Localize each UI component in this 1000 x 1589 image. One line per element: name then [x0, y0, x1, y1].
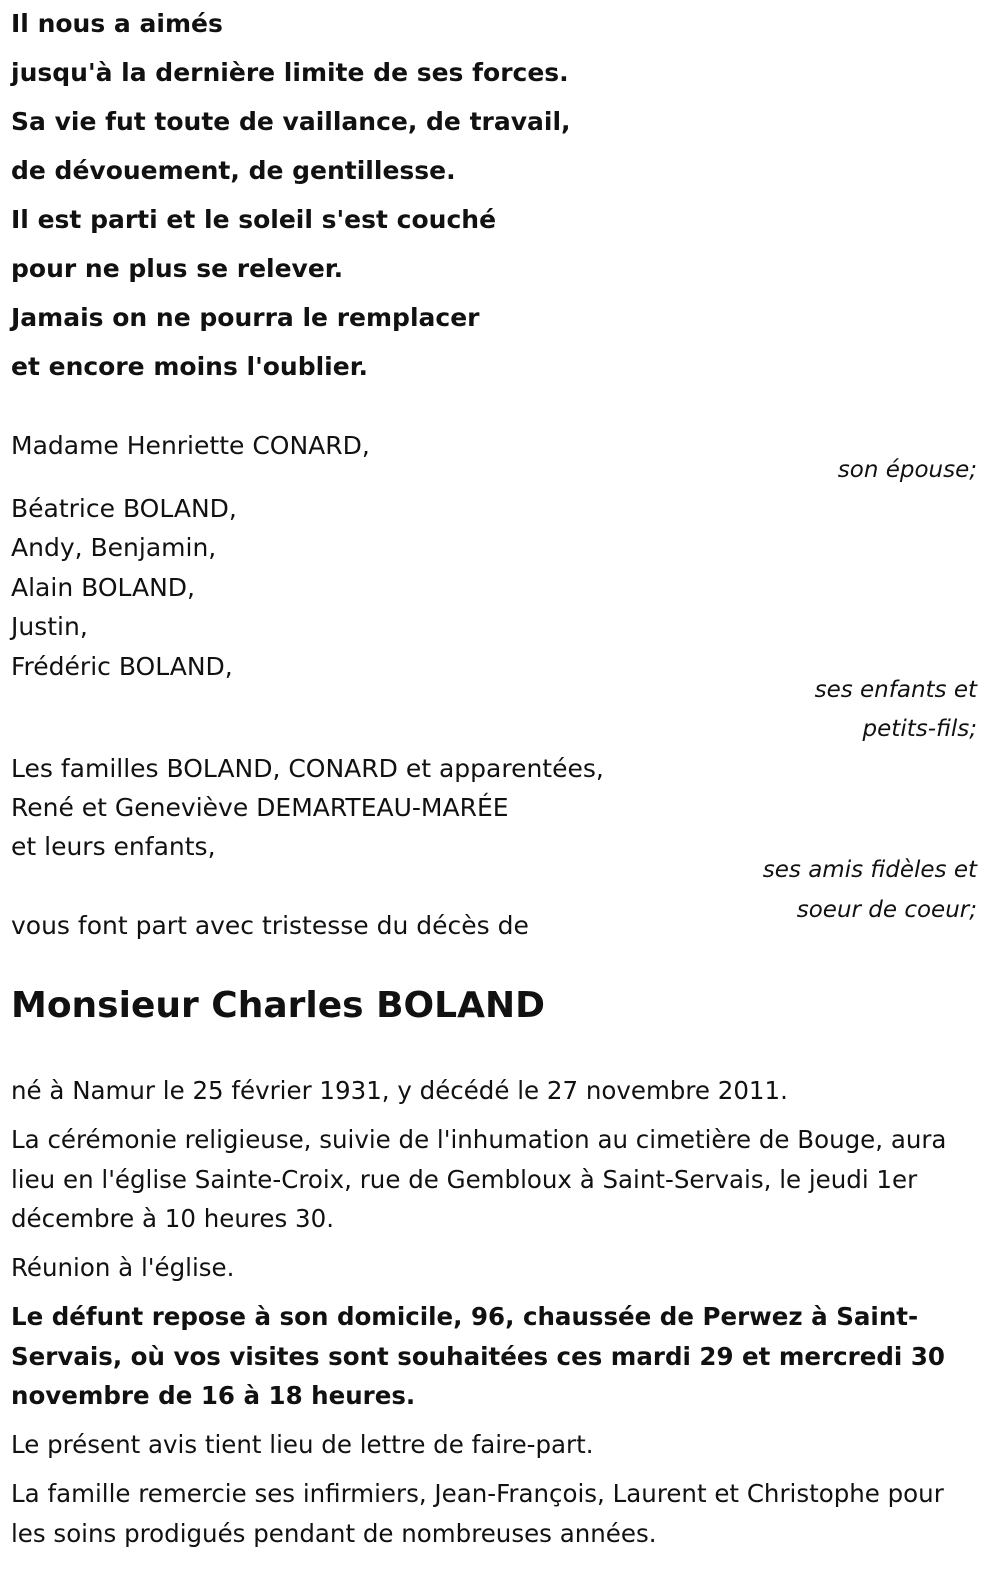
spouse-relation: son épouse;	[837, 457, 977, 483]
children-relation: petits-fils;	[862, 716, 977, 742]
birth-death-info: né à Namur le 25 février 1931, y décédé le 27 novembre 2011.	[11, 1076, 788, 1105]
children-relation: ses enfants et	[814, 677, 977, 703]
visitation-info: Le défunt repose à son domicile, 96, chaussée de Perwez à Saint-Servais, où vos visites sont souhaitées ces mardi 29 et mercredi 30 novembre de 16 à 18 heures.	[11, 1302, 945, 1410]
friend-name: Les familles BOLAND, CONARD et apparentées,	[11, 754, 604, 783]
thanks-info: La famille remercie ses infirmiers, Jean-François, Laurent et Christophe pour les soins prodigués pendant de nombreuses années.	[11, 1479, 944, 1548]
announcement: vous font part avec tristesse du décès de	[11, 911, 529, 940]
poem-line: et encore moins l'oublier.	[11, 352, 368, 381]
friends-relation: ses amis fidèles et	[762, 857, 977, 883]
deceased-name: Monsieur Charles BOLAND	[11, 985, 545, 1026]
meeting-info: Réunion à l'église.	[11, 1253, 235, 1282]
child-name: Justin,	[11, 612, 88, 641]
poem-line: pour ne plus se relever.	[11, 254, 344, 283]
poem-line: Jamais on ne pourra le remplacer	[11, 303, 480, 332]
child-name: Béatrice BOLAND,	[11, 494, 237, 523]
ceremony-info: La cérémonie religieuse, suivie de l'inhumation au cimetière de Bouge, aura lieu en l'église Sainte-Croix, rue de Gembloux à Saint-Servais, le jeudi 1er décembre à 10 heures 30.	[11, 1125, 947, 1233]
friend-name: et leurs enfants,	[11, 832, 216, 861]
spouse-name: Madame Henriette CONARD,	[11, 431, 370, 460]
poem-line: de dévouement, de gentillesse.	[11, 156, 456, 185]
poem-line: Il nous a aimés	[11, 9, 223, 38]
notice-info: Le présent avis tient lieu de lettre de faire-part.	[11, 1430, 594, 1459]
friend-name: René et Geneviève DEMARTEAU-MARÉE	[11, 793, 509, 822]
child-name: Andy, Benjamin,	[11, 533, 217, 562]
poem-line: jusqu'à la dernière limite de ses forces.	[11, 58, 569, 87]
friends-relation: soeur de coeur;	[796, 897, 977, 923]
child-name: Frédéric BOLAND,	[11, 652, 233, 681]
child-name: Alain BOLAND,	[11, 573, 195, 602]
poem-line: Il est parti et le soleil s'est couché	[11, 205, 497, 234]
poem-line: Sa vie fut toute de vaillance, de travail,	[11, 107, 571, 136]
